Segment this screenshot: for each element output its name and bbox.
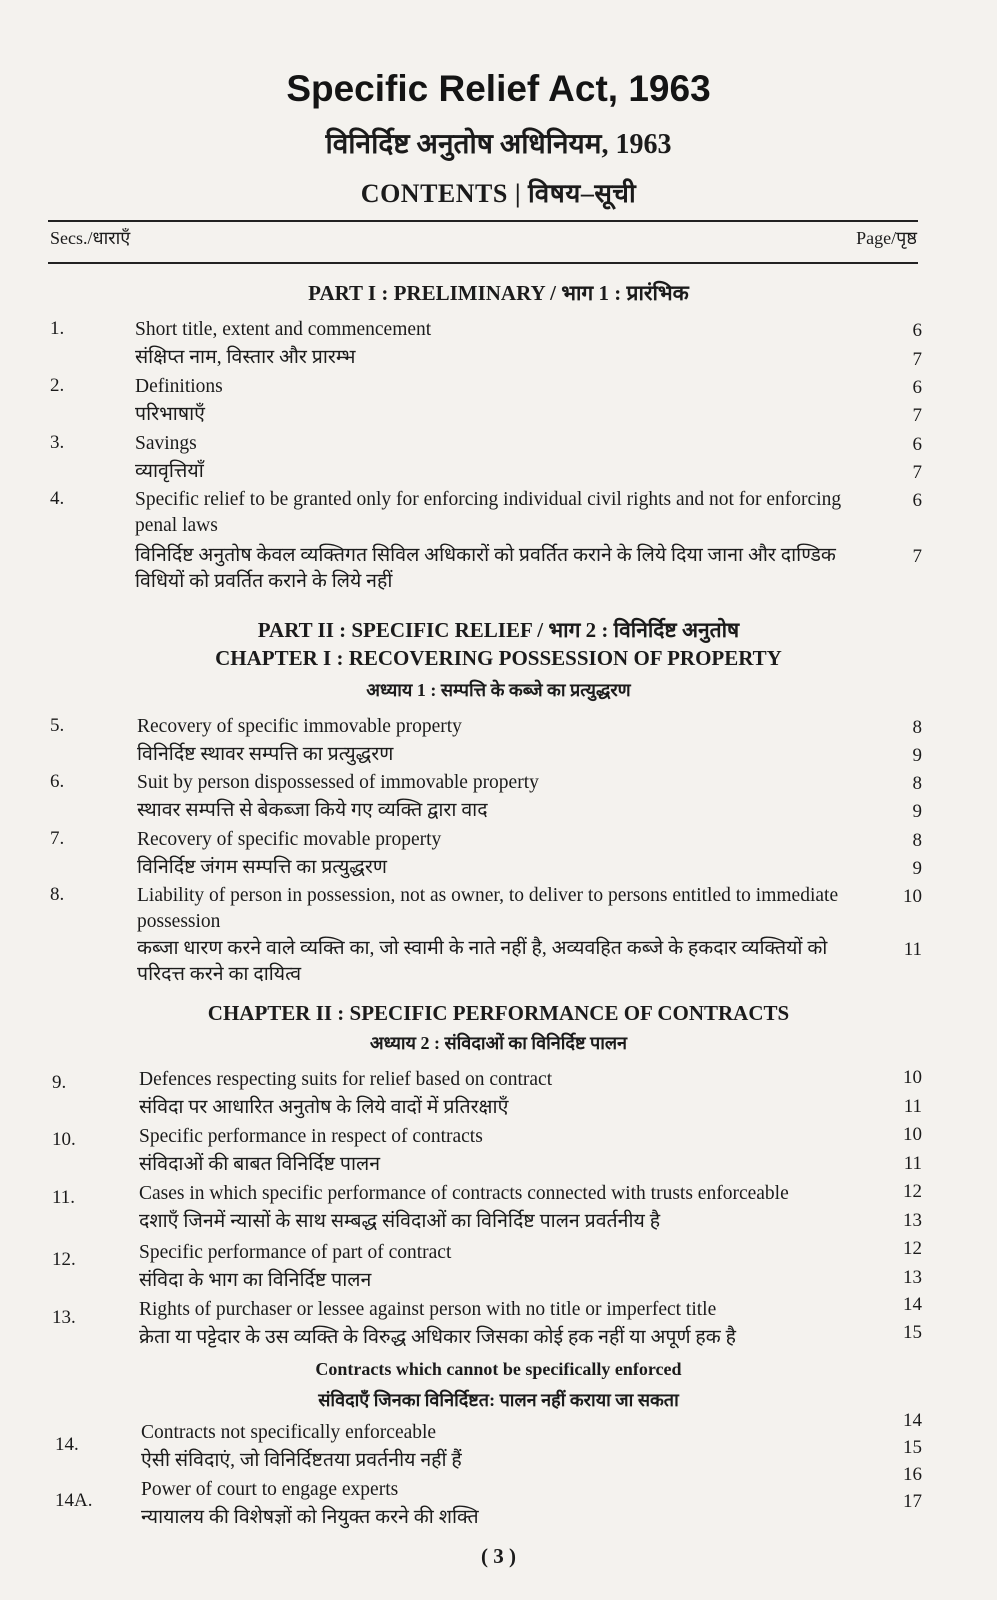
top-rule	[48, 220, 918, 222]
section-page-en: 8	[912, 717, 922, 738]
sub-heading: Contracts which cannot be specifically enforced	[315, 1359, 682, 1379]
section-number: 1.	[50, 318, 65, 339]
part-1-heading: PART I : PRELIMINARY / भाग 1 : प्रारंभिक	[308, 281, 689, 305]
page-column-header: Page/पृष्ठ	[856, 228, 917, 248]
document-title: Specific Relief Act, 1963	[286, 68, 711, 109]
section-title-hi: विनिर्दिष्ट अनुतोष केवल व्यक्तिगत सिविल अधिकारों को प्रवर्तित कराने के लिये दिया जाना और दाण्डिक विधियों को प्रवर्तित कराने के लिये नहीं	[135, 545, 836, 592]
section-number: 14A.	[55, 1490, 93, 1511]
section-number: 9.	[52, 1072, 67, 1093]
section-title-en: Recovery of specific movable property	[137, 829, 442, 850]
section-title-en: Rights of purchaser or lessee against person with no title or imperfect title	[139, 1299, 717, 1320]
secs-column-header: Secs./धाराएँ	[50, 228, 131, 248]
section-page-hi: 15	[903, 1437, 922, 1458]
contents-heading: CONTENTS | विषय–सूची	[360, 179, 637, 208]
section-number: 8.	[50, 884, 65, 905]
section-title-hi: कब्जा धारण करने वाले व्यक्ति का, जो स्वामी के नाते नहीं है, अव्यवहित कब्जे के हकदार व्यक्तियों को परिदत्त करने का दायित्व	[137, 938, 828, 985]
section-page-hi: 13	[903, 1267, 922, 1288]
section-title-en: Liability of person in possession, not as owner, to deliver to persons entitled to immediate possession	[137, 885, 839, 932]
section-title-en: Cases in which specific performance of contracts connected with trusts enforceable	[139, 1183, 789, 1204]
section-page-en: 8	[912, 830, 922, 851]
header-rule	[48, 262, 918, 264]
section-title-hi: विनिर्दिष्ट स्थावर सम्पत्ति का प्रत्युद्धरण	[137, 744, 394, 765]
section-number: 7.	[50, 828, 65, 849]
sub-heading-hindi: संविदाएँ जिनका विनिर्दिष्टत: पालन नहीं कराया जा सकता	[318, 1390, 679, 1410]
section-title-en: Defences respecting suits for relief based on contract	[139, 1069, 553, 1090]
document-title-hindi: विनिर्दिष्ट अनुतोष अधिनियम, 1963	[325, 129, 672, 160]
page-number: ( 3 )	[481, 1544, 516, 1568]
section-title-en: Short title, extent and commencement	[135, 319, 432, 340]
section-title-hi: स्थावर सम्पत्ति से बेकब्जा किये गए व्यक्ति द्वारा वाद	[137, 800, 488, 821]
section-page-hi: 7	[912, 349, 922, 370]
section-title-hi: संविदाओं की बाबत विनिर्दिष्ट पालन	[139, 1154, 381, 1175]
section-page-hi: 11	[903, 939, 922, 960]
section-title-hi: विनिर्दिष्ट जंगम सम्पत्ति का प्रत्युद्धरण	[137, 857, 387, 878]
section-page-hi: 9	[912, 801, 922, 822]
chapter-1-heading: CHAPTER I : RECOVERING POSSESSION OF PROPERTY	[215, 646, 782, 670]
chapter-1-heading-hindi: अध्याय 1 : सम्पत्ति के कब्जे का प्रत्युद्धरण	[366, 680, 631, 700]
section-number: 14.	[55, 1434, 79, 1455]
section-page-hi: 9	[912, 745, 922, 766]
section-page-en: 8	[912, 773, 922, 794]
section-page-hi: 11	[903, 1096, 922, 1117]
section-number: 12.	[52, 1249, 76, 1270]
section-number: 6.	[50, 771, 65, 792]
section-number: 10.	[52, 1129, 76, 1150]
section-page-en: 6	[912, 320, 922, 341]
section-page-hi: 15	[903, 1322, 922, 1343]
section-title-hi: संक्षिप्त नाम, विस्तार और प्रारम्भ	[135, 347, 356, 368]
section-title-hi: न्यायालय की विशेषज्ञों को नियुक्त करने की शक्ति	[141, 1507, 479, 1528]
section-page-en: 12	[903, 1181, 922, 1202]
section-page-en: 14	[903, 1410, 922, 1431]
section-page-en: 6	[912, 377, 922, 398]
section-page-hi: 7	[912, 546, 922, 567]
section-number: 2.	[50, 375, 65, 396]
chapter-2-heading: CHAPTER II : SPECIFIC PERFORMANCE OF CONTRACTS	[207, 1001, 790, 1025]
section-title-en: Specific performance of part of contract	[139, 1242, 452, 1263]
chapter-2-heading-hindi: अध्याय 2 : संविदाओं का विनिर्दिष्ट पालन	[369, 1033, 628, 1053]
section-title-hi: दशाएँ जिनमें न्यासों के साथ सम्बद्ध संविदाओं का विनिर्दिष्ट पालन प्रवर्तनीय है	[139, 1211, 661, 1232]
section-page-en: 6	[912, 434, 922, 455]
part-2-heading: PART II : SPECIFIC RELIEF / भाग 2 : विनिर्दिष्ट अनुतोष	[257, 618, 740, 642]
section-title-hi: संविदा के भाग का विनिर्दिष्ट पालन	[139, 1270, 372, 1291]
section-title-en: Definitions	[135, 376, 223, 397]
section-title-en: Power of court to engage experts	[141, 1479, 399, 1500]
section-page-hi: 11	[903, 1153, 922, 1174]
section-title-en: Specific relief to be granted only for enforcing individual civil rights and not for enforcing penal laws	[135, 489, 842, 536]
section-title-hi: संविदा पर आधारित अनुतोष के लिये वादों में प्रतिरक्षाएँ	[139, 1097, 509, 1118]
section-page-hi: 9	[912, 858, 922, 879]
section-title-en: Suit by person dispossessed of immovable property	[137, 772, 539, 793]
section-page-en: 16	[903, 1464, 922, 1485]
section-title-hi: ऐसी संविदाएं, जो विनिर्दिष्टतया प्रवर्तनीय नहीं हैं	[141, 1450, 462, 1471]
section-number: 11.	[52, 1187, 76, 1208]
section-number: 13.	[52, 1307, 76, 1328]
section-page-hi: 7	[912, 462, 922, 483]
section-page-en: 10	[903, 1067, 922, 1088]
section-page-hi: 13	[903, 1210, 922, 1231]
section-page-hi: 7	[912, 405, 922, 426]
section-number: 4.	[50, 488, 65, 509]
section-page-en: 12	[903, 1238, 922, 1259]
section-title-en: Savings	[135, 433, 197, 454]
section-page-en: 10	[903, 886, 922, 907]
section-title-hi: परिभाषाएँ	[135, 404, 205, 425]
section-title-hi: व्यावृत्तियाँ	[135, 461, 204, 482]
section-title-en: Recovery of specific immovable property	[137, 716, 462, 737]
section-number: 3.	[50, 432, 65, 453]
section-title-hi: क्रेता या पट्टेदार के उस व्यक्ति के विरुद्ध अधिकार जिसका कोई हक नहीं या अपूर्ण हक है	[139, 1327, 736, 1348]
section-page-en: 14	[903, 1294, 922, 1315]
section-title-en: Contracts not specifically enforceable	[141, 1422, 437, 1443]
section-page-en: 6	[912, 490, 922, 511]
section-title-en: Specific performance in respect of contracts	[139, 1126, 483, 1147]
section-number: 5.	[50, 715, 65, 736]
section-page-en: 10	[903, 1124, 922, 1145]
section-page-hi: 17	[903, 1491, 922, 1512]
